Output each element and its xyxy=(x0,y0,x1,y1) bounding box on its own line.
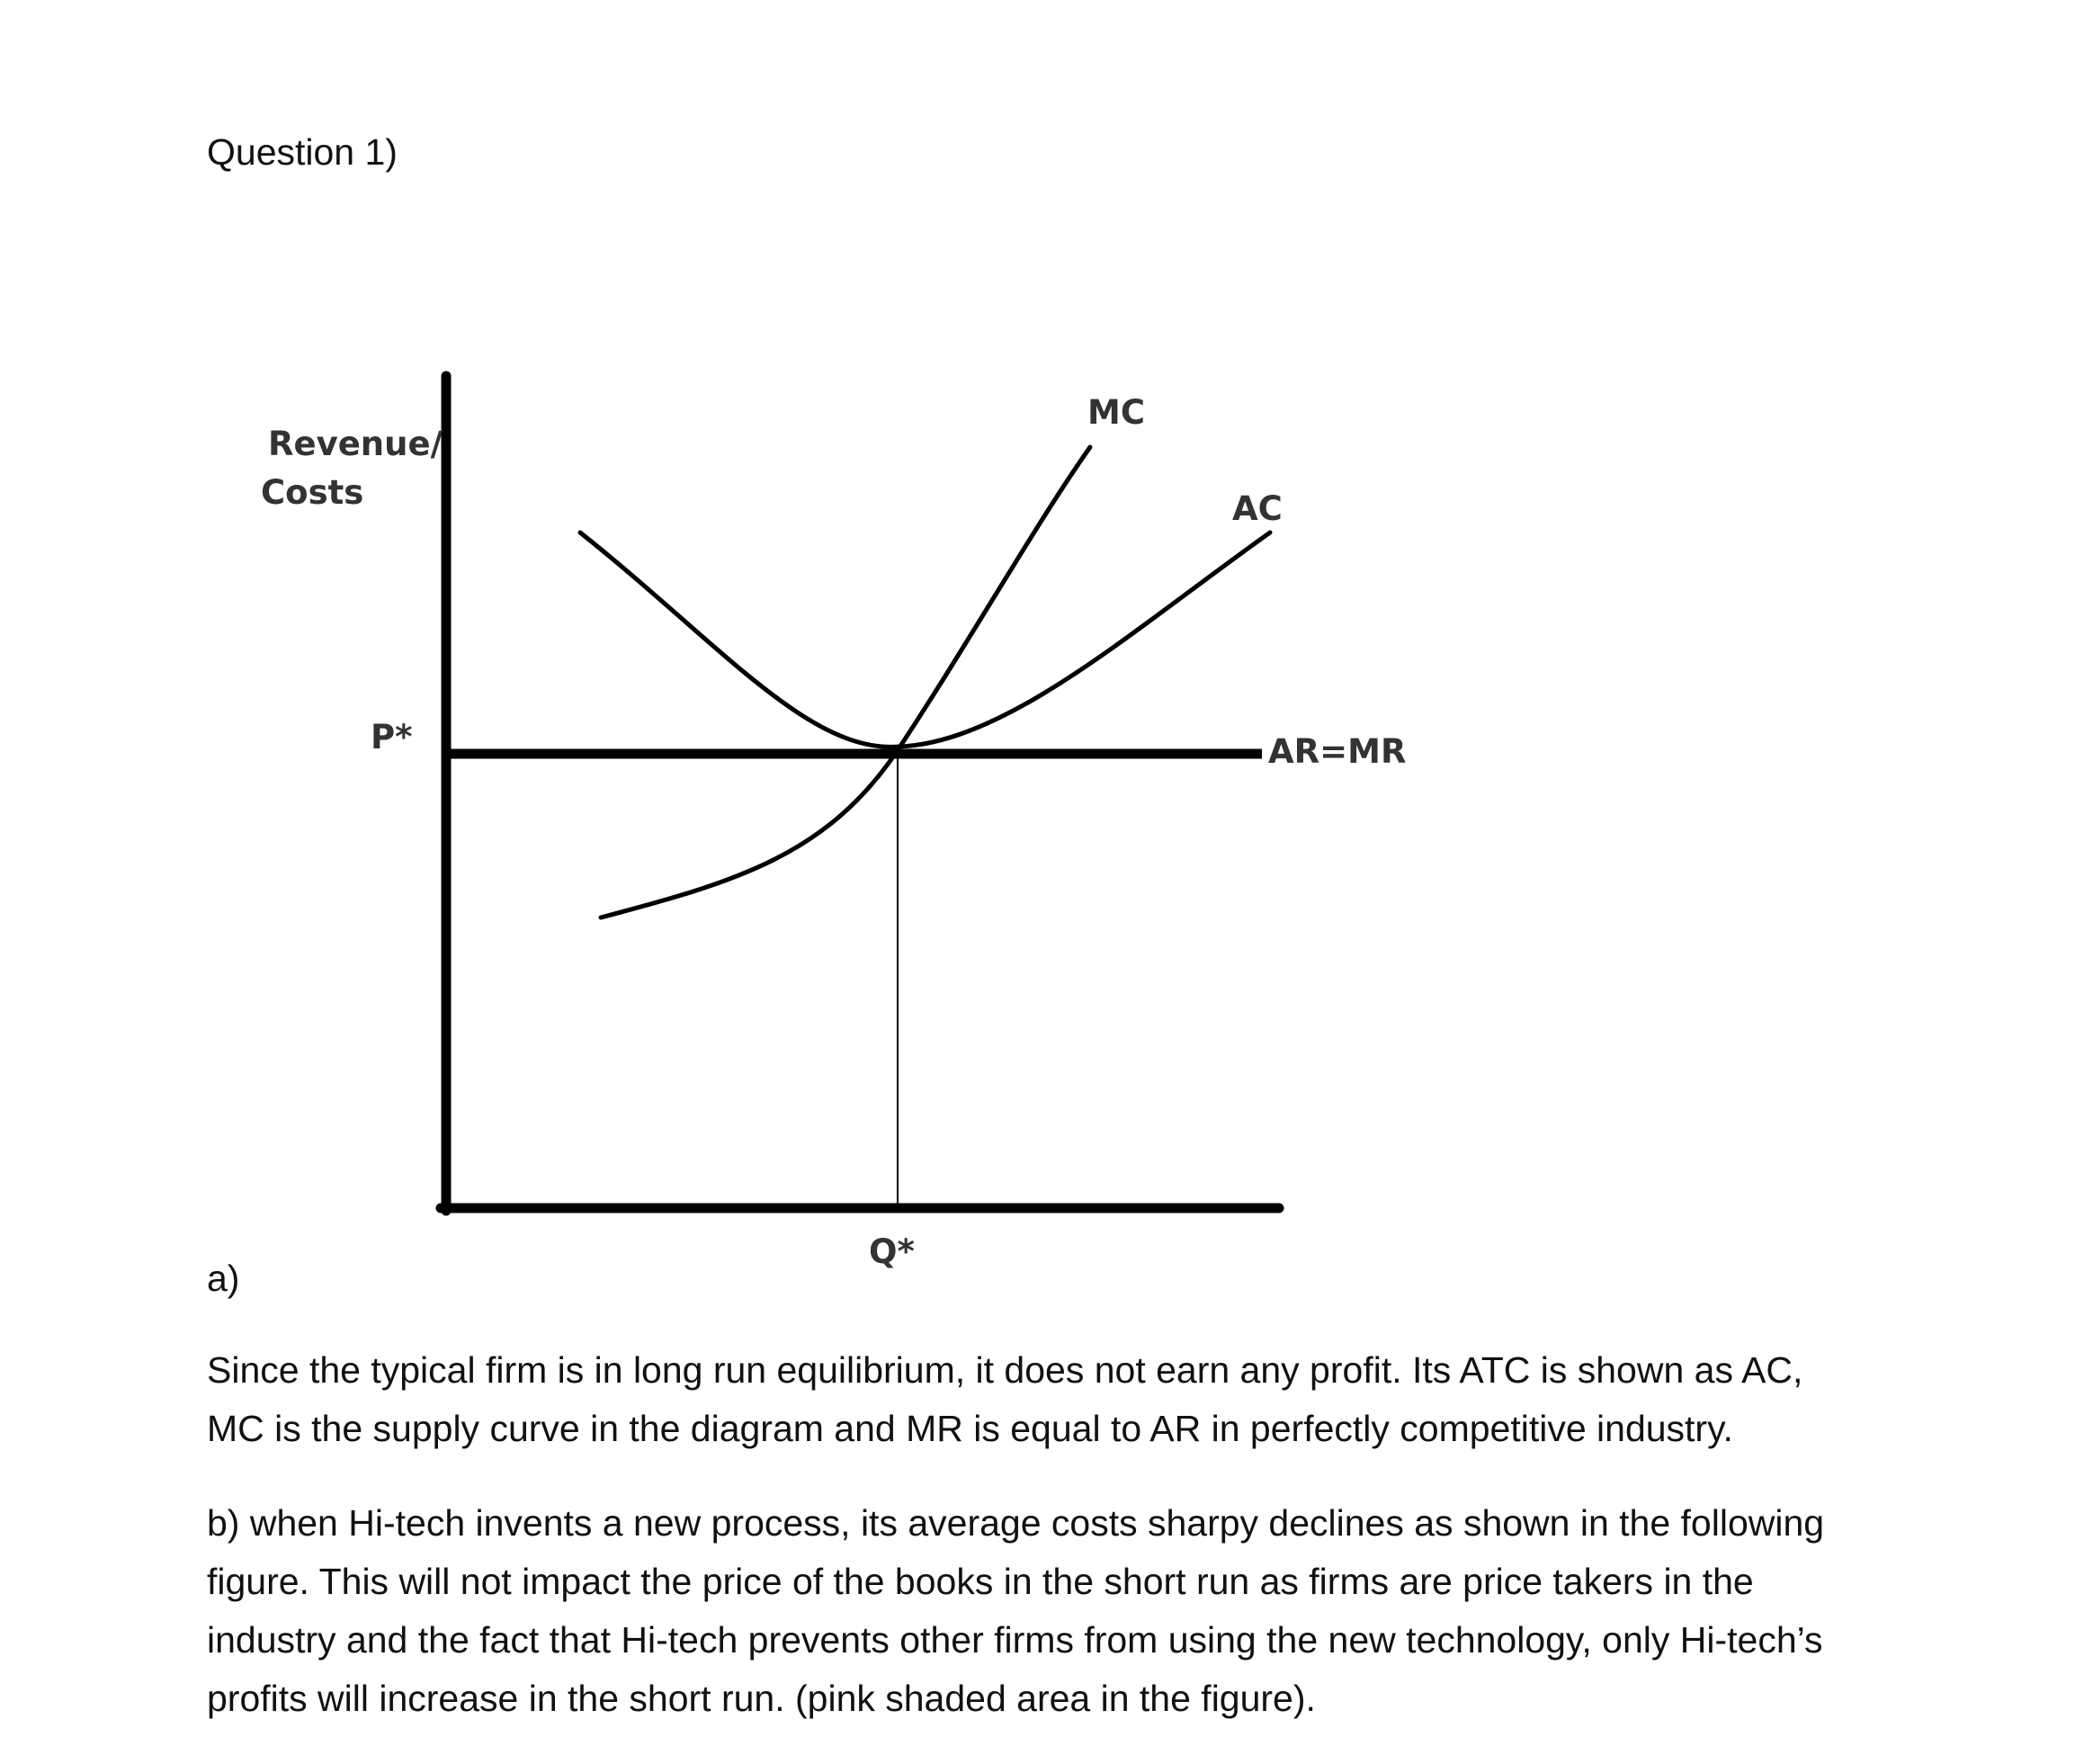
part-a-label: a) xyxy=(207,1258,240,1299)
paragraph-b xyxy=(207,1494,1961,1728)
ac-curve xyxy=(580,533,1270,747)
question-heading: Question 1) xyxy=(207,131,398,173)
mc-label: MC xyxy=(1087,393,1145,432)
paragraph-b-line: b) when Hi-tech invents a new process, its average costs sharpy declines as shown in the following xyxy=(207,1502,1825,1544)
y-axis-label-costs: Costs xyxy=(261,473,364,512)
y-axis-label-revenue: Revenue/ xyxy=(268,425,443,463)
paragraph-a-line: Since the typical firm is in long run equilibrium, it does not earn any profit. Its ATC is shown as AC, xyxy=(207,1349,1803,1391)
paragraph-a xyxy=(207,1341,1961,1458)
paragraph-b-line: profits will increase in the short run. (pink shaded area in the figure). xyxy=(207,1678,1316,1719)
quantity-label: Q* xyxy=(869,1232,915,1271)
mc-curve xyxy=(601,447,1090,918)
paragraph-a-line: MC is the supply curve in the diagram and MR is equal to AR in perfectly competitive industry. xyxy=(207,1408,1733,1449)
price-label: P* xyxy=(371,718,413,757)
paragraph-b-line: figure. This will not impact the price of the books in the short run as firms are price takers in the xyxy=(207,1561,1754,1602)
ac-label: AC xyxy=(1232,489,1283,528)
ar-mr-label: AR=MR xyxy=(1268,732,1407,771)
paragraph-b-line: industry and the fact that Hi-tech prevents other firms from using the new technology, only Hi-tech’s xyxy=(207,1619,1823,1661)
